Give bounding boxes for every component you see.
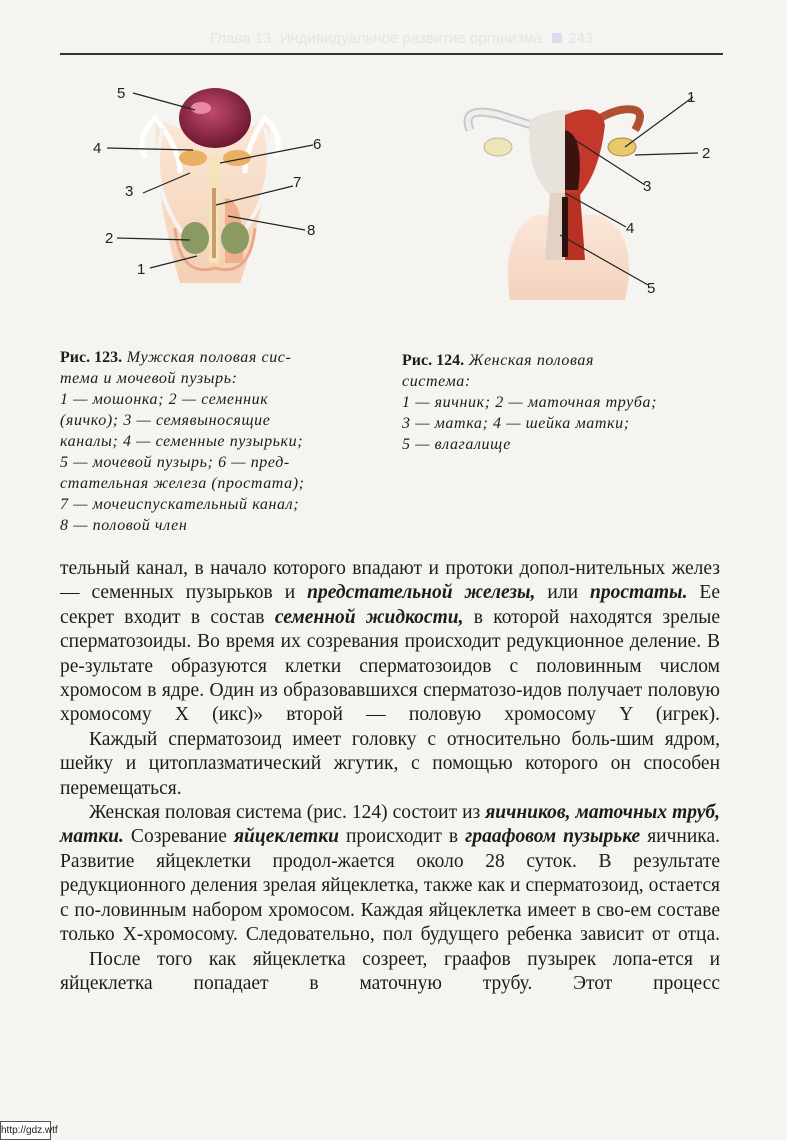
fig123-label-8: 8 <box>307 222 316 239</box>
caption-line: 5 — влагалище <box>402 436 511 453</box>
caption-line: стательная железа (простата); <box>60 475 305 492</box>
figure-123-number: Рис. 123. <box>60 349 123 366</box>
fig123-label-4: 4 <box>93 140 102 157</box>
page-number: 243 <box>568 30 594 47</box>
term-prostate: простаты. <box>589 582 688 604</box>
fig124-label-3: 3 <box>643 178 652 195</box>
header-square-icon <box>552 33 562 43</box>
caption-line: 1 — яичник; 2 — маточная труба; <box>402 394 658 411</box>
paragraph: Каждый сперматозоид имеет головку с относительно боль-шим ядром, шейку и цитоплазматический жгутик, с помощью которого он способен перемещаться. <box>60 728 720 799</box>
caption-line: (яичко); 3 — семявыносящие <box>60 412 271 429</box>
figure-123-caption <box>60 347 305 536</box>
fig123-label-3: 3 <box>125 183 134 200</box>
caption-line: система: <box>402 373 471 390</box>
figure-124-number: Рис. 124. <box>402 352 465 369</box>
fig123-label-7: 7 <box>293 174 302 191</box>
figure-124-caption <box>402 350 657 455</box>
fig123-label-2: 2 <box>105 230 114 247</box>
watermark-link[interactable]: http://gdz.wtf <box>0 1121 51 1140</box>
caption-line: 8 — половой член <box>60 517 188 534</box>
paragraph: тельный канал, в начало которого впадают и протоки допол-нительных желез — семенных пузырьков и предстательной железы, или простаты. Ее секрет входит в состав семенной жидкости, в которой находятся зрелые сперматозоиды. Во время их созревания происходит редукционное деление. В ре-зультате образуются клетки сперматозоидов с половинным числом хромосом в ядре. Один из образовавшихся сперматозо-идов получает половую хромосому X (икс)» второй — половую хромосому Y (игрек). <box>60 558 720 726</box>
paragraph: После того как яйцеклетка созреет, граафов пузырек лопа-ется и яйцеклетка попадает в маточную трубу. Этот процесс <box>60 948 720 994</box>
term-graafian-follicle: граафовом пузырьке <box>465 826 641 848</box>
caption-line: 3 — матка; 4 — шейка матки; <box>402 415 630 432</box>
figure-123-illustration <box>85 78 340 293</box>
caption-line: Женская половая <box>468 352 595 369</box>
fig123-label-1: 1 <box>137 261 146 278</box>
term-egg-cell: яйцеклетки <box>233 826 339 848</box>
paragraph: Женская половая система (рис. 124) состоит из яичников, маточных труб, матки. Созревание яйцеклетки происходит в граафовом пузырьке яичника. Развитие яйцеклетки продол-жается около 28 суток. В результате редукционного деления зрелая яйцеклетка, также как и сперматозоид, остается с по-ловинным набором хромосом. Каждая яйцеклетка имеет в сво-ем составе только X-хромосому. Следовательно, пол будущего ребенка зависит от отца. <box>60 802 721 946</box>
running-title: Глава 13. Индивидуальное развитие организма <box>210 30 543 47</box>
term-ovaries: яичников, маточных труб, матки. <box>60 802 720 848</box>
fig124-label-4: 4 <box>626 220 635 237</box>
term-prostate-gland: предстательной железы, <box>307 582 536 604</box>
fig123-label-5: 5 <box>117 85 126 102</box>
caption-line: Мужская половая сис- <box>126 349 292 366</box>
caption-line: тема и мочевой пузырь: <box>60 370 238 387</box>
caption-line: каналы; 4 — семенные пузырьки; <box>60 433 304 450</box>
fig123-label-6: 6 <box>313 136 322 153</box>
term-seminal-fluid: семенной жидкости, <box>274 606 464 628</box>
body-text <box>60 557 720 996</box>
header-rule <box>60 53 723 55</box>
caption-line: 1 — мошонка; 2 — семенник <box>60 391 269 408</box>
figure-124-illustration <box>440 85 725 300</box>
fig124-label-1: 1 <box>687 89 696 106</box>
caption-line: 5 — мочевой пузырь; 6 — пред- <box>60 454 290 471</box>
fig124-label-2: 2 <box>702 145 711 162</box>
running-header <box>210 30 730 50</box>
caption-line: 7 — мочеиспускательный канал; <box>60 496 300 513</box>
fig124-label-5: 5 <box>647 280 656 297</box>
